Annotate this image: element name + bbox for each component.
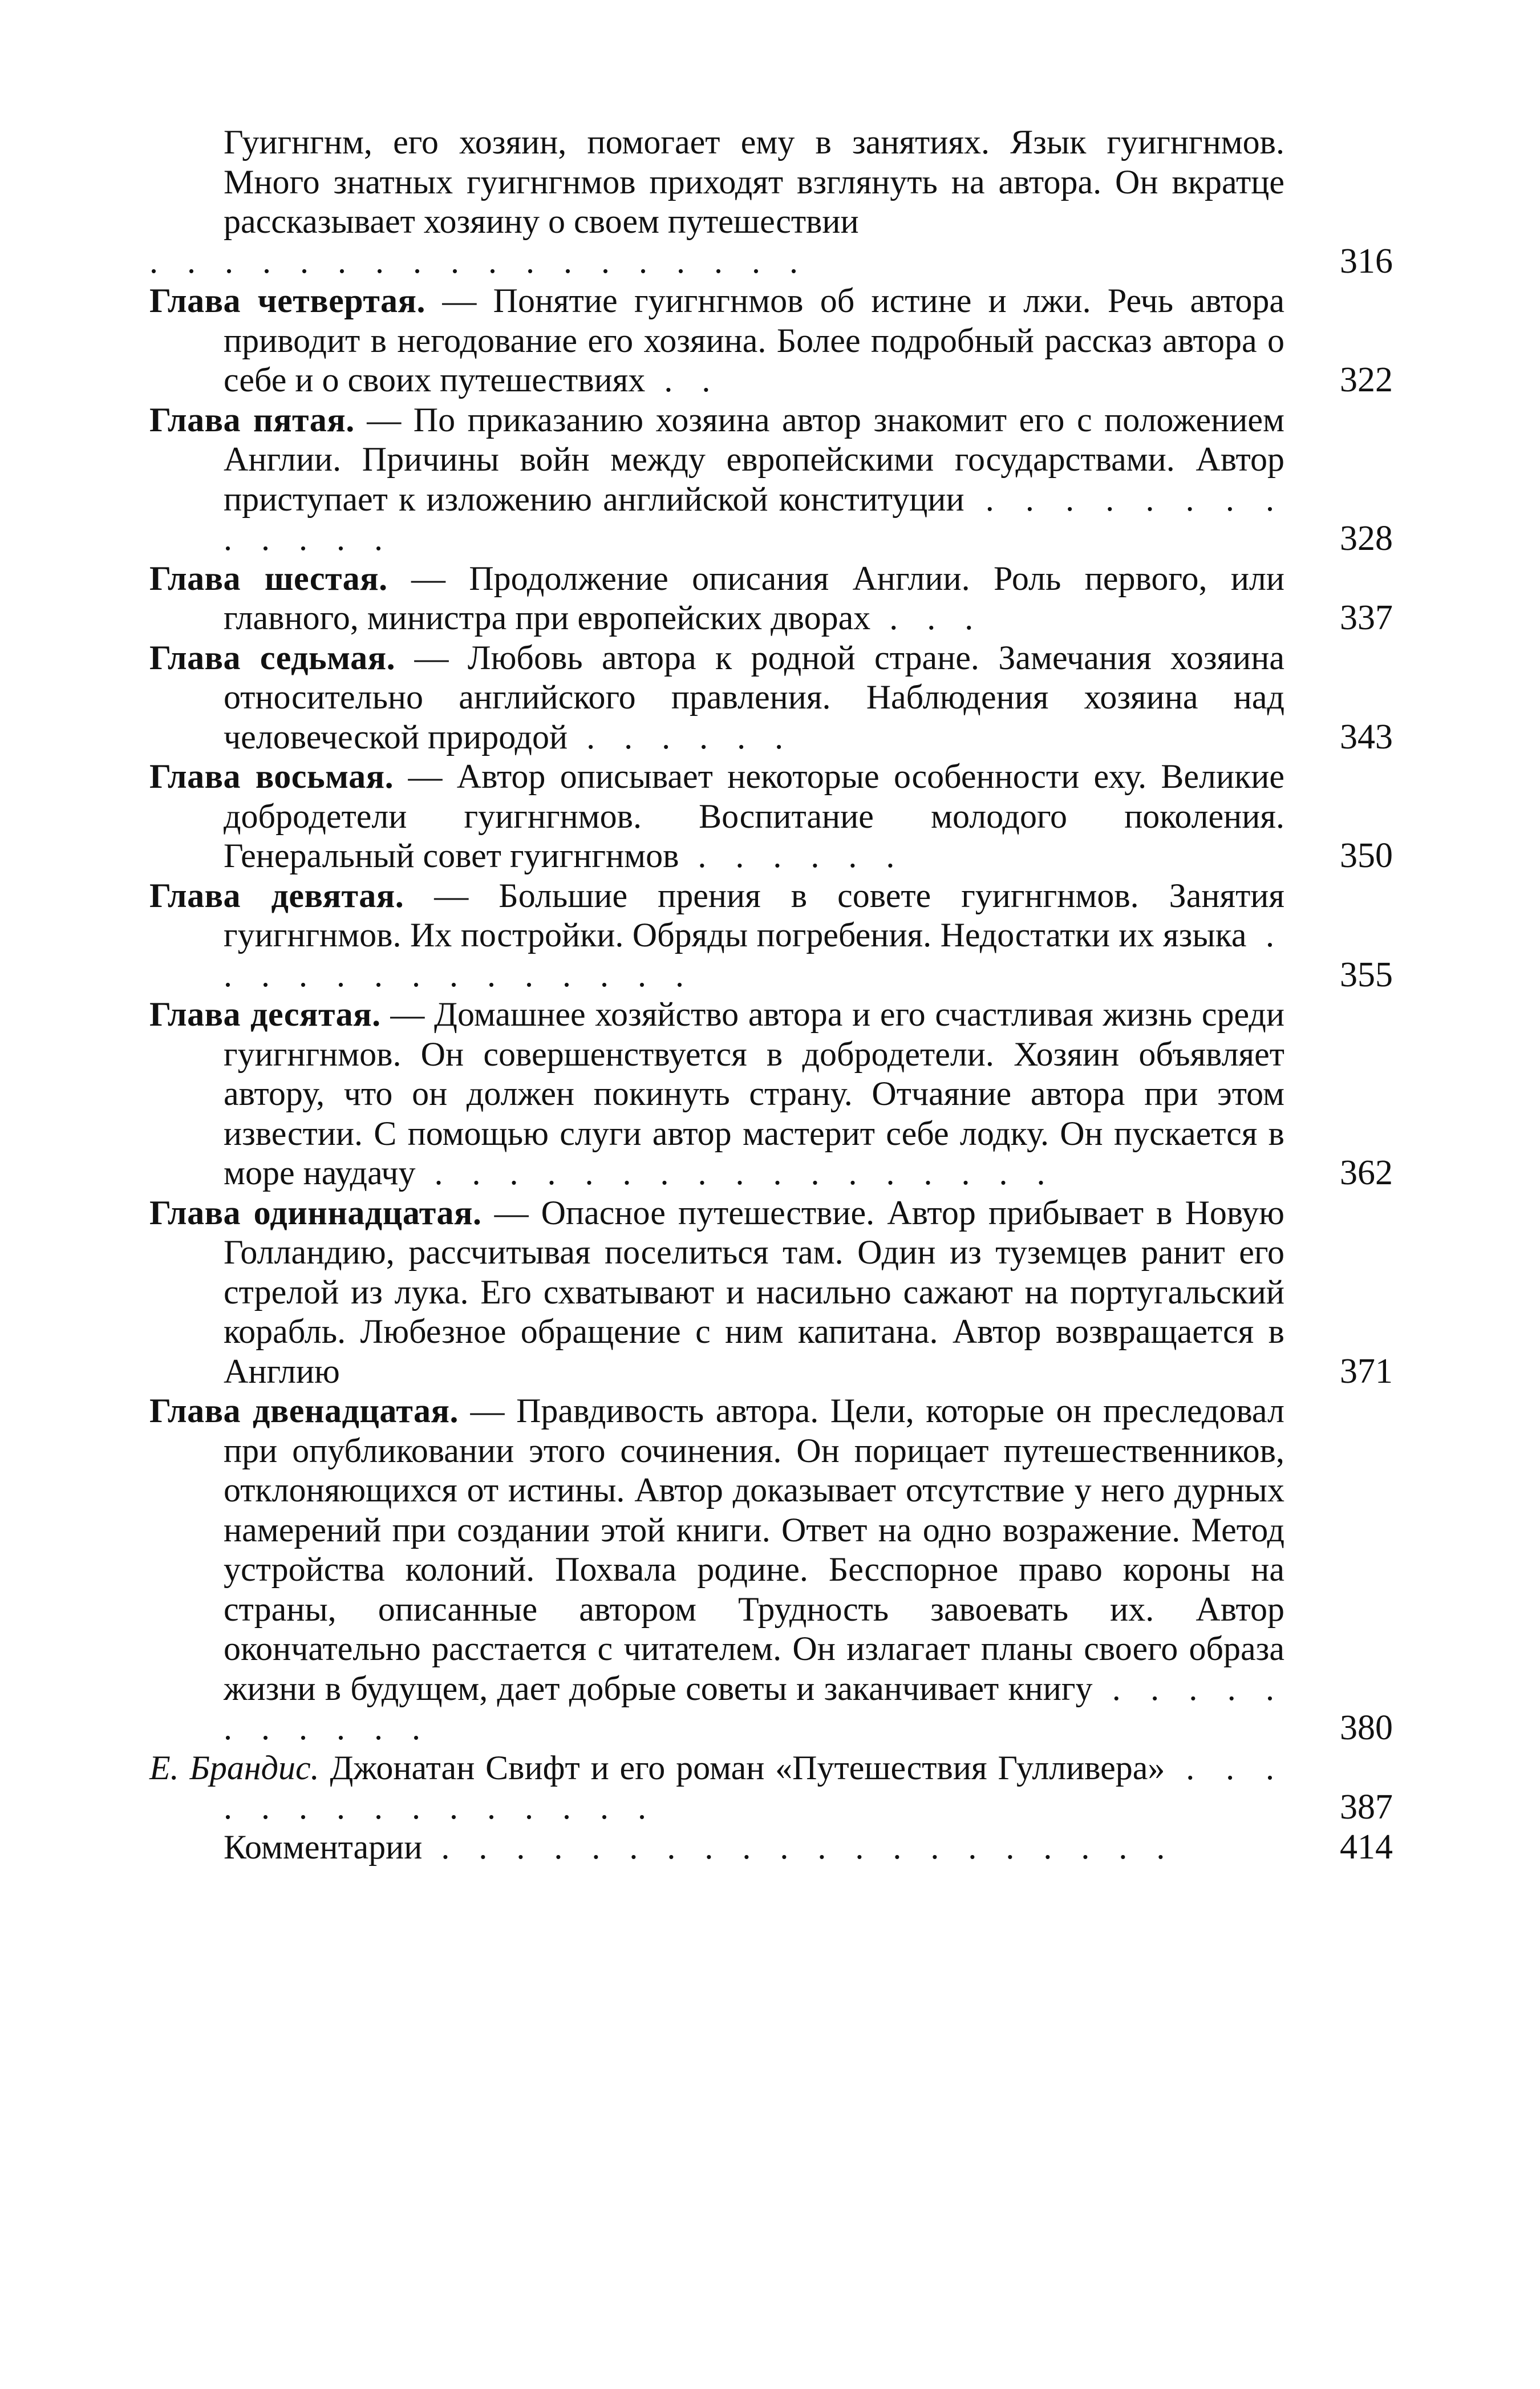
page-number: 355: [1340, 955, 1393, 994]
page-number: 337: [1340, 598, 1393, 637]
toc-entry: Глава шестая. — Продолжение описания Англии. Роль первого, или главного, министра при европейских дворах . . . 337: [149, 559, 1393, 637]
toc-entry: Глава восьмая. — Автор описывает некоторые особенности еху. Великие добродетели гуигнгнмов. Воспитание молодого поколения. Генеральный совет гуигнгнмов . . . . . . 350: [149, 758, 1393, 875]
chapter-label: Глава десятая.: [149, 995, 381, 1033]
chapter-label: Глава шестая.: [149, 559, 388, 597]
toc-entry: Глава девятая. — Большие прения в совете гуигнгнмов. Занятия гуигнгнмов. Их постройки. Обряды погребения. Недостатки их языка . . . . . . . . . . . . . . 355: [149, 876, 1393, 994]
table-of-contents: [149, 123, 1393, 1867]
page-number: 322: [1340, 361, 1393, 399]
author-name: Е. Брандис.: [149, 1748, 319, 1787]
entry-text: — Автор описывает некоторые особенности еху. Великие добродетели гуигнгнмов. Воспитание молодого поколения. Генеральный совет гуигнгнмов: [224, 758, 1284, 874]
entry-text: — Правдивость автора. Цели, которые он преследовал при опубликовании этого сочинения. Он порицает путешественников, отклоняющихся от истины. Автор доказывает отсутствие у него дурных намерений при создании этой книги. Ответ на одно возражение. Метод устройства колоний. Похвала родине. Бесспорное право короны на страны, описанные автором Трудность завоевать их. Автор окончательно расстается с читателем. Он излагает планы своего образа жизни в будущем, дает добрые советы и заканчивает книгу: [224, 1392, 1284, 1707]
entry-text: — Большие прения в совете гуигнгнмов. Занятия гуигнгнмов. Их постройки. Обряды погребения. Недостатки их языка: [224, 876, 1284, 954]
toc-entry: Гуигнгнм, его хозяин, помогает ему в занятиях. Язык гуигнгнмов. Много знатных гуигнгнмов приходят взглянуть на автора. Он вкратце рассказывает хозяину о своем путешествии . . . . . . . . . . . . . . . . . . 316: [149, 123, 1393, 281]
chapter-label: Глава седьмая.: [149, 638, 396, 677]
page-number: 328: [1340, 519, 1393, 558]
page-number: 380: [1340, 1708, 1393, 1747]
chapter-label: Глава восьмая.: [149, 758, 394, 795]
page-number: 343: [1340, 717, 1393, 756]
toc-entry: Глава четвертая. — Понятие гуигнгнмов об истине и лжи. Речь автора приводит в негодование его хозяина. Более подробный рассказ автора о себе и о своих путешествиях . . 322: [149, 282, 1393, 399]
entry-text: — Домашнее хозяйство автора и его счастливая жизнь среди гуигнгнмов. Он совершенствуется в добродетели. Хозяин объявляет автору, что он должен покинуть страну. Отчаяние автора при этом известии. С помощью слуги автор мастерит себе лодку. Он пускается в море наудачу: [224, 995, 1284, 1192]
toc-entry: Глава пятая. — По приказанию хозяина автор знакомит его с положением Англии. Причины войн между европейскими государствами. Автор приступает к изложению английской конституции . . . . . . . . . . . . . 328: [149, 400, 1393, 558]
entry-text: Джонатан Свифт и его роман «Путешествия Гулливера»: [330, 1748, 1165, 1787]
toc-entry: Комментарии . . . . . . . . . . . . . . . . . . . . 414: [224, 1827, 1393, 1866]
entry-text: — По приказанию хозяина автор знакомит его с положением Англии. Причины войн между европейскими государствами. Автор приступает к изложению английской конституции: [224, 400, 1284, 518]
toc-entry: Е. Брандис. Джонатан Свифт и его роман «Путешествия Гулливера» . . . . . . . . . . . . . . . 387: [149, 1748, 1393, 1827]
entry-text: — Любовь автора к родной стране. Замечания хозяина относительно английского правления. Наблюдения хозяина над человеческой природой: [224, 638, 1285, 756]
entry-text: — Опасное путешествие. Автор прибывает в Новую Голландию, рассчитывая поселиться там. Один из туземцев ранит его стрелой из лука. Его схватывают и насильно сажают на португальский корабль. Любезное обращение с ним капитана. Автор возвращается в Англию: [224, 1193, 1285, 1390]
page-number: 316: [1340, 241, 1393, 281]
page-number: 350: [1340, 836, 1393, 875]
entry-text: — Продолжение описания Англии. Роль первого, или главного, министра при европейских дворах: [224, 559, 1284, 637]
page-number: 371: [1340, 1351, 1393, 1391]
chapter-label: Глава двенадцатая.: [149, 1392, 459, 1430]
toc-entry: Глава двенадцатая. — Правдивость автора. Цели, которые он преследовал при опубликовании этого сочинения. Он порицает путешественников, отклоняющихся от истины. Автор доказывает отсутствие у него дурных намерений при создании этой книги. Ответ на одно возражение. Метод устройства колоний. Похвала родине. Бесспорное право короны на страны, описанные автором Трудность завоевать их. Автор окончательно расстается с читателем. Он излагает планы своего образа жизни в будущем, дает добрые советы и заканчивает книгу . . . . . . . . . . . 380: [149, 1392, 1393, 1747]
chapter-label: Глава пятая.: [149, 400, 355, 439]
entry-text: Комментарии: [224, 1828, 423, 1866]
page-number: 414: [1340, 1827, 1393, 1866]
entry-text: Гуигнгнм, его хозяин, помогает ему в занятиях. Язык гуигнгнмов. Много знатных гуигнгнмов приходят взглянуть на автора. Он вкратце рассказывает хозяину о своем путешествии: [224, 123, 1284, 240]
toc-entry: Глава седьмая. — Любовь автора к родной стране. Замечания хозяина относительно английского правления. Наблюдения хозяина над человеческой природой . . . . . . 343: [149, 638, 1393, 756]
page-number: 362: [1340, 1153, 1393, 1192]
toc-entry: Глава десятая. — Домашнее хозяйство автора и его счастливая жизнь среди гуигнгнмов. Он совершенствуется в добродетели. Хозяин объявляет автору, что он должен покинуть страну. Отчаяние автора при этом известии. С помощью слуги автор мастерит себе лодку. Он пускается в море наудачу . . . . . . . . . . . . . . . . . 362: [149, 995, 1393, 1192]
toc-entry: [149, 1193, 1393, 1392]
entry-text: — Понятие гуигнгнмов об истине и лжи. Речь автора приводит в негодование его хозяина. Более подробный рассказ автора о себе и о своих путешествиях: [224, 282, 1285, 399]
chapter-label: Глава четвертая.: [149, 282, 426, 319]
chapter-label: Глава девятая.: [149, 876, 404, 914]
page-number: 387: [1340, 1788, 1393, 1827]
chapter-label: Глава одиннадцатая.: [149, 1193, 482, 1232]
